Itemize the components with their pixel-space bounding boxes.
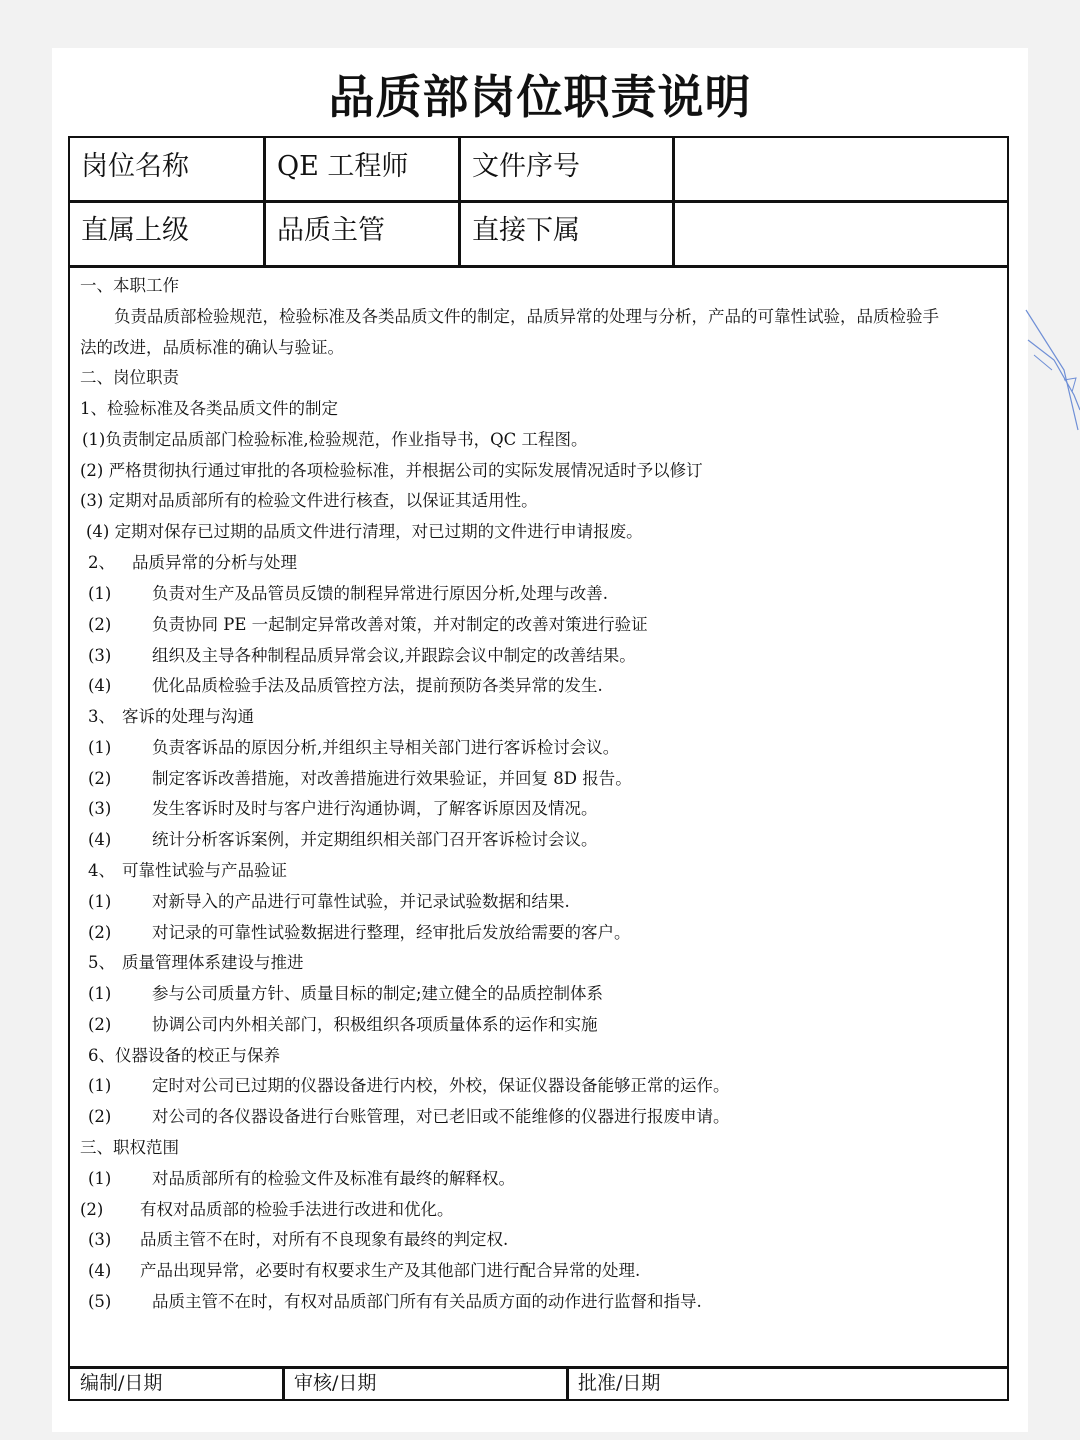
item-number: (1) bbox=[88, 1169, 112, 1188]
group-heading bbox=[88, 553, 297, 573]
direct-subordinate-label: 直接下属 bbox=[472, 215, 580, 246]
item-number: (2) bbox=[80, 1200, 104, 1219]
list-item bbox=[88, 1261, 640, 1281]
list-item: (2) 严格贯彻执行通过审批的各项检验标准，并根据公司的实际发展情况适时予以修订 bbox=[80, 461, 703, 480]
item-text: 有权对品质部的检验手法进行改进和优化。 bbox=[140, 1200, 454, 1219]
list-item bbox=[88, 799, 598, 819]
grid-line bbox=[70, 265, 1007, 268]
document-number-value bbox=[675, 138, 1005, 200]
group-heading bbox=[88, 861, 287, 881]
item-text: 负责客诉品的原因分析,并组织主导相关部门进行客诉检讨会议。 bbox=[152, 738, 620, 757]
group-number: 3、 bbox=[88, 707, 115, 726]
group-title: 质量管理体系建设与推进 bbox=[122, 953, 304, 972]
group-heading: 6、仪器设备的校正与保养 bbox=[88, 1046, 280, 1065]
item-number: (5) bbox=[88, 1292, 112, 1311]
group-heading: 1、检验标准及各类品质文件的制定 bbox=[80, 399, 338, 418]
list-item bbox=[88, 1292, 702, 1312]
item-text: 发生客诉时及时与客户进行沟通协调，了解客诉原因及情况。 bbox=[152, 799, 598, 818]
document-number-label: 文件序号 bbox=[472, 151, 580, 182]
item-number: (1) bbox=[88, 1076, 112, 1095]
list-item bbox=[88, 676, 603, 696]
item-number: (1) bbox=[88, 984, 112, 1003]
item-text: 定时对公司已过期的仪器设备进行内校，外校，保证仪器设备能够正常的运作。 bbox=[152, 1076, 730, 1095]
item-number: (3) bbox=[88, 799, 112, 818]
signature-row bbox=[70, 1366, 1007, 1401]
list-item: (3) 定期对品质部所有的检验文件进行核查，以保证其适用性。 bbox=[80, 491, 538, 510]
item-text: 品质主管不在时，对所有不良现象有最终的判定权. bbox=[140, 1230, 509, 1249]
list-item bbox=[88, 615, 648, 635]
document-title: 品质部岗位职责说明 bbox=[328, 70, 752, 124]
list-item bbox=[88, 646, 636, 666]
item-text: 产品出现异常，必要时有权要求生产及其他部门进行配合异常的处理. bbox=[140, 1261, 641, 1280]
list-item bbox=[88, 1169, 515, 1189]
item-number: (3) bbox=[88, 1230, 112, 1249]
group-title: 客诉的处理与沟通 bbox=[122, 707, 254, 726]
item-number: (1) bbox=[88, 892, 112, 911]
group-number: 2、 bbox=[88, 553, 115, 572]
item-text: 组织及主导各种制程品质异常会议,并跟踪会议中制定的改善结果。 bbox=[152, 646, 636, 665]
item-number: (2) bbox=[88, 1015, 112, 1034]
item-number: (3) bbox=[88, 646, 112, 665]
list-item bbox=[80, 1200, 454, 1220]
position-name-label: 岗位名称 bbox=[81, 151, 189, 182]
item-number: (2) bbox=[88, 769, 112, 788]
item-number: (1) bbox=[88, 584, 112, 603]
list-item bbox=[88, 1230, 508, 1250]
approved-by-date: 批准/日期 bbox=[578, 1372, 661, 1394]
header-grid bbox=[70, 138, 1007, 268]
item-text: 优化品质检验手法及品质管控方法，提前预防各类异常的发生. bbox=[152, 676, 603, 695]
section-heading: 三、职权范围 bbox=[80, 1138, 179, 1157]
list-item bbox=[88, 892, 570, 912]
item-text: 统计分析客诉案例，并定期组织相关部门召开客诉检讨会议。 bbox=[152, 830, 598, 849]
item-text: 对公司的各仪器设备进行台账管理，对已老旧或不能维修的仪器进行报废申请。 bbox=[152, 1107, 730, 1126]
direct-superior-value: 品质主管 bbox=[277, 215, 385, 246]
job-description-table bbox=[68, 136, 1009, 1401]
list-item bbox=[88, 830, 598, 850]
item-number: (4) bbox=[88, 1261, 112, 1280]
item-number: (2) bbox=[88, 1107, 112, 1126]
list-item bbox=[88, 1076, 730, 1096]
prepared-by-date: 编制/日期 bbox=[80, 1372, 163, 1394]
direct-superior-label: 直属上级 bbox=[81, 215, 189, 246]
item-text: 对品质部所有的检验文件及标准有最终的解释权。 bbox=[152, 1169, 515, 1188]
list-item bbox=[88, 769, 632, 789]
position-name-value: QE 工程师 bbox=[277, 151, 409, 182]
section-heading: 一、本职工作 bbox=[80, 276, 179, 295]
reviewed-by-date: 审核/日期 bbox=[294, 1372, 377, 1394]
item-text: 负责协同 PE 一起制定异常改善对策，并对制定的改善对策进行验证 bbox=[152, 615, 648, 634]
item-text: 品质主管不在时，有权对品质部门所有有关品质方面的动作进行监督和指导. bbox=[152, 1292, 702, 1311]
item-number: (2) bbox=[88, 923, 112, 942]
section-heading: 二、岗位职责 bbox=[80, 368, 179, 387]
paragraph-line: 负责品质部检验规范，检验标准及各类品质文件的制定，品质异常的处理与分析，产品的可靠性试验，品质检验手 bbox=[114, 307, 939, 326]
group-number: 5、 bbox=[88, 953, 115, 972]
group-heading bbox=[88, 707, 254, 727]
list-item: (1)负责制定品质部门检验标准,检验规范，作业指导书，QC 工程图。 bbox=[82, 430, 588, 449]
list-item bbox=[88, 984, 603, 1004]
group-heading bbox=[88, 953, 304, 973]
list-item bbox=[88, 1107, 730, 1127]
group-number: 4、 bbox=[88, 861, 115, 880]
item-number: (1) bbox=[88, 738, 112, 757]
item-number: (4) bbox=[88, 676, 112, 695]
item-number: (2) bbox=[88, 615, 112, 634]
list-item bbox=[88, 738, 619, 758]
list-item bbox=[88, 1015, 598, 1035]
item-text: 参与公司质量方针、质量目标的制定;建立健全的品质控制体系 bbox=[152, 984, 604, 1003]
item-text: 协调公司内外相关部门，积极组织各项质量体系的运作和实施 bbox=[152, 1015, 598, 1034]
direct-subordinate-value bbox=[675, 202, 1005, 265]
item-text: 对记录的可靠性试验数据进行整理，经审批后发放给需要的客户。 bbox=[152, 923, 631, 942]
item-text: 制定客诉改善措施，对改善措施进行效果验证，并回复 8D 报告。 bbox=[152, 769, 632, 788]
item-number: (4) bbox=[88, 830, 112, 849]
paragraph-line: 法的改进，品质标准的确认与验证。 bbox=[80, 338, 344, 357]
list-item bbox=[88, 584, 608, 604]
pen-scribble-mark bbox=[1024, 300, 1080, 450]
group-title: 品质异常的分析与处理 bbox=[132, 553, 297, 572]
list-item bbox=[88, 923, 631, 943]
group-title: 可靠性试验与产品验证 bbox=[122, 861, 287, 880]
list-item: (4) 定期对保存已过期的品质文件进行清理，对已过期的文件进行申请报废。 bbox=[86, 522, 643, 541]
item-text: 负责对生产及品管员反馈的制程异常进行原因分析,处理与改善. bbox=[152, 584, 608, 603]
item-text: 对新导入的产品进行可靠性试验，并记录试验数据和结果. bbox=[152, 892, 570, 911]
